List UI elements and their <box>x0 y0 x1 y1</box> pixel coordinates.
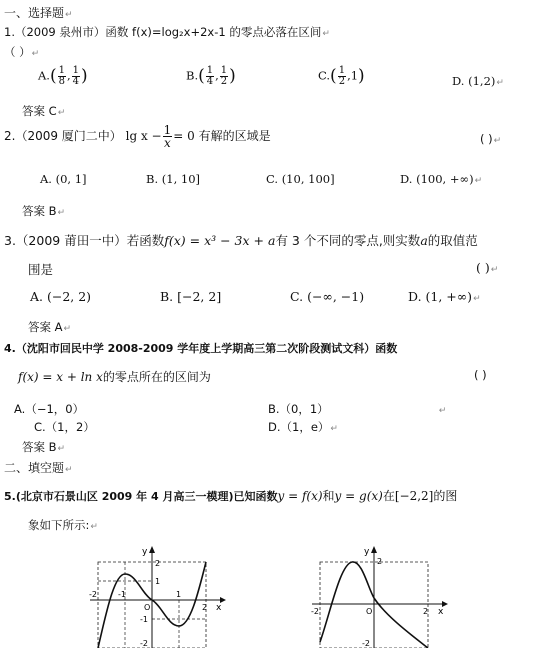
graph-f-tick-x2: 2 <box>202 603 208 612</box>
graph-f-tick-xn1: -1 <box>118 590 126 599</box>
q4-option-a: A.（−1，0） <box>14 402 85 416</box>
q4-paren: ( ) <box>474 368 487 382</box>
graph-f-tick-y1: 1 <box>155 577 161 586</box>
q1-option-a: A.( $\frac{1}{8}$ , $\frac{1}{4}$ ) <box>38 65 88 87</box>
q4-option-c: C.（1，2） <box>34 420 95 434</box>
graph-f-tick-x1: 1 <box>176 590 182 599</box>
graph-f-x-label: x <box>216 603 222 613</box>
q4-func-line: f(x) = x + ln x的零点所在的区间为 <box>18 370 211 384</box>
graph-g-tick-yn2: -2 <box>362 639 370 648</box>
graph-g-y-arrow <box>371 546 377 553</box>
q4-stem: 4.（沈阳市回民中学 2008-2009 学年度上学期高三第二次阶段测试文科）函数 <box>4 342 398 355</box>
graph-f-tick-yn1: -1 <box>140 615 148 624</box>
q3-paren: ( )↵ <box>476 260 499 275</box>
q2-option-a: A. (0, 1] <box>40 172 87 186</box>
graph-g <box>310 544 450 648</box>
q3-option-d: D. (1, +∞)↵ <box>408 289 481 304</box>
q2-answer: 答案 B↵ <box>22 204 66 218</box>
q3-stem-line2: 围是 <box>28 262 54 277</box>
graph-g-origin: O <box>366 607 373 616</box>
graph-f-origin: O <box>144 603 151 612</box>
q4-answer: 答案 B↵ <box>22 440 66 454</box>
graph-f-tick-yn2: -2 <box>140 639 148 648</box>
q3-answer: 答案 A↵ <box>28 320 72 334</box>
q5-stem-line2: 象如下所示:↵ <box>28 518 98 532</box>
q2-option-c: C. (10, 100] <box>266 172 335 186</box>
graph-f-tick-xn2: -2 <box>89 590 97 599</box>
graph-f-tick-y2: 2 <box>155 559 161 568</box>
q3-option-c: C. (−∞, −1) <box>290 289 365 304</box>
q1-paren: （ ）↵ <box>4 45 40 59</box>
q3-stem: 3.（2009 莆田一中）若函数f(x) = x³ − 3x + a有 3 个不同的零点,则实数a的取值范 <box>4 233 478 248</box>
q1-option-b: B.( $\frac{1}{4}$ , $\frac{1}{2}$ ) <box>186 65 236 87</box>
q5-stem: 5.(北京市石景山区 2009 年 4 月高三一模理)已知函数y = f(x)和y = g(x)在[−2,2]的图 <box>4 489 458 503</box>
graph-g-y-label: y <box>364 547 370 557</box>
q2-option-d: D. (100, +∞)↵ <box>400 172 483 186</box>
q2-stem: 2.（2009 厦门二中） lg x − $\frac{1}{x}$ = 0 有解的区域是 <box>4 123 271 150</box>
graph-f-y-label: y <box>142 547 148 557</box>
q4-option-d: D.（1，e）↵ <box>268 420 338 434</box>
q3-option-a: A. (−2, 2) <box>30 289 92 304</box>
q1-option-c: C.( $\frac{1}{2}$ ,1) <box>318 65 365 87</box>
q1-option-d: D. (1,2)↵ <box>452 74 504 88</box>
section-title-choice: 一、选择题↵ <box>4 6 73 20</box>
graph-g-tick-xn2: -2 <box>311 607 319 616</box>
graph-g-x-label: x <box>438 607 444 617</box>
q3-option-b: B. [−2, 2] <box>160 289 222 304</box>
graph-f-y-arrow <box>149 546 155 553</box>
graph-g-tick-y2: 2 <box>377 557 383 566</box>
q2-paren: ( )↵ <box>480 132 502 146</box>
graph-g-tick-x2: 2 <box>423 607 429 616</box>
graph-f <box>88 544 228 648</box>
q1-answer: 答案 C↵ <box>22 104 66 118</box>
q1-stem: 1.（2009 泉州市）函数 f(x)=log₂x+2x-1 的零点必落在区间↵ <box>4 25 330 39</box>
section-title-fill: 二、填空题↵ <box>4 461 73 475</box>
q4-option-b: B.（0，1） ↵ <box>268 402 447 416</box>
q2-option-b: B. (1, 10] <box>146 172 200 186</box>
